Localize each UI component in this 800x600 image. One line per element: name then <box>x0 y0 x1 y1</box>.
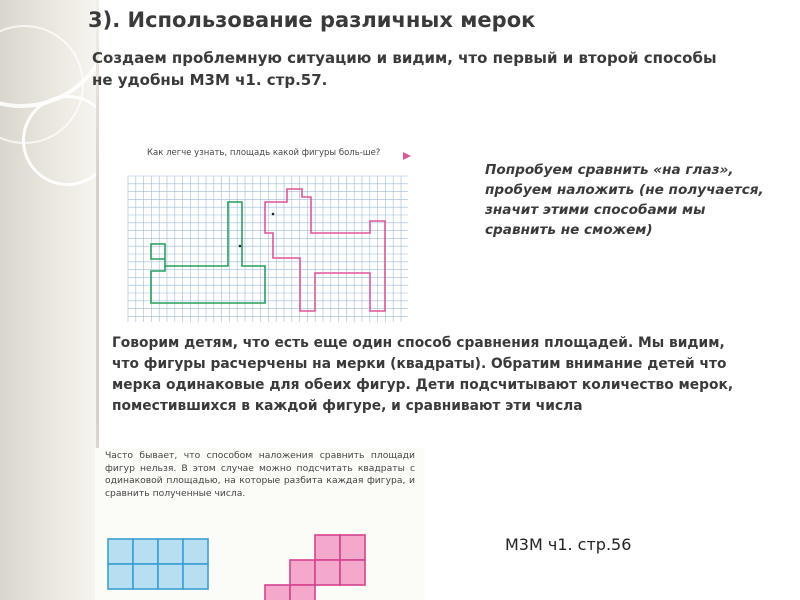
italic-note: Попробуем сравнить «на глаз», пробуем наложить (не получается, значит этими способами мы сравнить не сможем) <box>485 162 764 238</box>
decorative-ring <box>22 95 113 186</box>
main-paragraph: Говорим детям, что есть еще один способ сравнения площадей. Мы видим, что фигуры расчерчены на мерки (квадраты). Обратим внимание детей что мерка одинаковые для обеих фигур. Дети подсчитывают количество мерок, поместившихся в каждой фигуре, и сравнивают эти числа <box>112 335 734 414</box>
graph-paper-grid <box>128 176 408 322</box>
slide-subtitle: Создаем проблемную ситуацию и видим, что первый и второй способы не удобны М3М ч1. стр.57. <box>92 49 717 89</box>
pink-step-figure <box>265 535 365 600</box>
green-figure-marker <box>239 245 242 248</box>
squares-drawing <box>95 448 425 600</box>
grid-figures-drawing <box>125 142 415 325</box>
green-figure <box>151 202 265 303</box>
decorative-side-band <box>0 0 96 600</box>
blue-rectangle-figure <box>108 539 208 589</box>
slide-title: 3). Использование различных мерок <box>88 8 536 32</box>
source-reference: М3М ч1. стр.56 <box>505 535 632 554</box>
textbook-excerpt: Часто бывает, что способом наложения сравнить площади фигур нельзя. В этом случае можно подсчитать квадраты с одинаковой площадью, на которые разбита каждая фигура, и сравнить полученные числа. <box>105 450 415 499</box>
figure-caption: Как легче узнать, площадь какой фигуры боль-ше? <box>147 148 381 158</box>
textbook-figure-grid <box>125 142 415 325</box>
pink-figure-marker <box>272 213 275 216</box>
textbook-figure-squares <box>95 448 425 600</box>
